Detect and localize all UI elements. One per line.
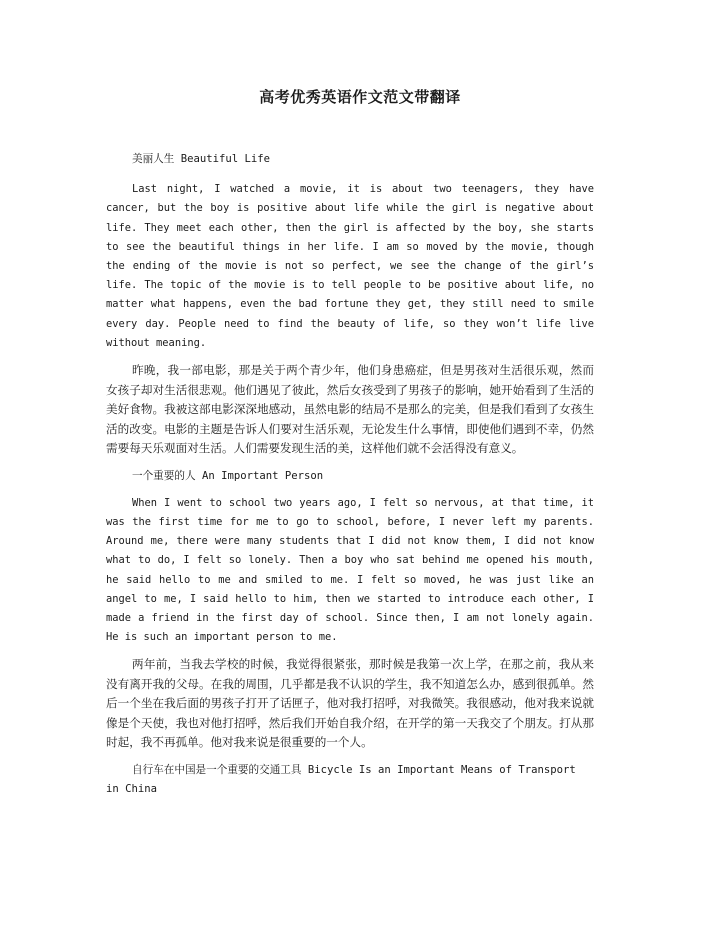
english-paragraph: When I went to school two years ago, I felt so nervous, at that time, it was the first time for me to go to school, before, I never left my parents. Around me, there were many students that I did not know them, I did not know what to do, I felt so lonely. Then a boy who sat behind me opened his mouth, he said hello to me and smiled to me. I felt so moved, he was just like an angel to me, I said hello to him, then we started to introduce each other, I made a friend in the first day of school. Since then, I am not lonely again. He is such an important person to me. xyxy=(106,496,594,644)
section-heading: 一个重要的人 An Important Person xyxy=(132,469,324,482)
english-paragraph: Last night, I watched a movie, it is about two teenagers, they have cancer, but the boy is positive about life while the girl is negative about life. They meet each other, then the girl is affected by the boy, she starts to see the beautiful things in her life. I am so moved by the movie, though the ending of the movie is not so perfect, we see the change of the girl’s life. The topic of the movie is to tell people to be positive about life, no matter what happens, even the bad fortune they get, they still need to smile every day. People need to find the beauty of life, so they won’t life live without meaning. xyxy=(106,183,594,349)
section-heading: 美丽人生 Beautiful Life xyxy=(132,153,271,165)
document-body xyxy=(106,148,594,799)
document-title: 高考优秀英语作文范文带翻译 xyxy=(259,88,461,106)
section-heading: 自行车在中国是一个重要的交通工具 Bicycle Is an Important Means of Transport in China xyxy=(106,763,576,796)
chinese-paragraph: 两年前，当我去学校的时候，我觉得很紧张，那时候是我第一次上学，在那之前，我从来没有离开我的父母。在我的周围，几乎都是我不认识的学生，我不知道怎么办，感到很孤单。然后一个坐在我后面的男孩子打开了话匣子，他对我打招呼，对我微笑。我很感动，他对我来说就像是个天使，我也对他打招呼，然后我们开始自我介绍，在开学的第一天我交了个朋友。打从那时起，我不再孤单。他对我来说是很重要的一个人。 xyxy=(106,657,594,750)
chinese-paragraph: 昨晚，我一部电影，那是关于两个青少年，他们身患癌症，但是男孩对生活很乐观，然而女孩子却对生活很悲观。他们遇见了彼此，然后女孩受到了男孩子的影响，她开始看到了生活的美好食物。我被这部电影深深地感动，虽然电影的结局不是那么的完美，但是我们看到了女孩生活的改变。电影的主题是告诉人们要对生活乐观，无论发生什么事情，即使他们遇到不幸，仍然需要每天乐观面对生活。人们需要发现生活的美，这样他们就不会活得没有意义。 xyxy=(106,363,594,456)
